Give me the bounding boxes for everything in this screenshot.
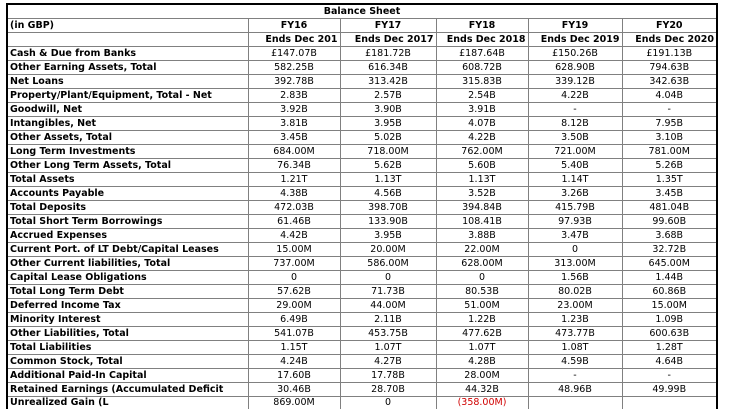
table-cell[interactable]: 28.00M <box>436 369 528 383</box>
table-cell[interactable]: 398.70B <box>340 201 436 215</box>
table-cell[interactable]: 4.22B <box>436 131 528 145</box>
table-cell[interactable]: 8.12B <box>528 117 622 131</box>
table-row <box>7 61 717 75</box>
table-cell[interactable]: 44.00M <box>340 299 436 313</box>
table-cell[interactable]: 22.00M <box>436 243 528 257</box>
table-cell[interactable]: 2.57B <box>340 89 436 103</box>
table-cell[interactable]: 628.00M <box>436 257 528 271</box>
table-cell[interactable]: - <box>622 103 717 117</box>
table-cell[interactable]: £181.72B <box>340 47 436 61</box>
table-cell[interactable]: 600.63B <box>622 327 717 341</box>
table-cell[interactable]: 3.81B <box>248 117 340 131</box>
table-cell[interactable]: 4.38B <box>248 187 340 201</box>
table-cell[interactable]: 313.00M <box>528 257 622 271</box>
row-label: Accrued Expenses <box>7 229 248 243</box>
table-row <box>7 369 717 383</box>
table-row <box>7 75 717 89</box>
table-cell[interactable]: - <box>622 369 717 383</box>
row-label: Long Term Investments <box>7 145 248 159</box>
table-cell[interactable]: 737.00M <box>248 257 340 271</box>
table-cell[interactable]: 313.42B <box>340 75 436 89</box>
table-cell[interactable]: - <box>528 369 622 383</box>
period-label-blank <box>7 33 248 47</box>
row-label: Total Liabilities <box>7 341 248 355</box>
row-label: Common Stock, Total <box>7 355 248 369</box>
table-cell[interactable]: 57.62B <box>248 285 340 299</box>
table-cell[interactable]: 0 <box>436 271 528 285</box>
table-cell[interactable]: 17.60B <box>248 369 340 383</box>
row-label: Accounts Payable <box>7 187 248 201</box>
table-cell[interactable]: 99.60B <box>622 215 717 229</box>
table-cell[interactable]: 684.00M <box>248 145 340 159</box>
table-cell[interactable]: 541.07B <box>248 327 340 341</box>
table-cell[interactable]: 4.42B <box>248 229 340 243</box>
row-label: Deferred Income Tax <box>7 299 248 313</box>
table-row <box>7 257 717 271</box>
table-cell[interactable]: 628.90B <box>528 61 622 75</box>
table-cell[interactable]: 3.52B <box>436 187 528 201</box>
table-cell[interactable]: (358.00M) <box>436 397 528 409</box>
row-label: Additional Paid-In Capital <box>7 369 248 383</box>
table-row <box>7 355 717 369</box>
table-row <box>7 187 717 201</box>
table-cell[interactable]: 15.00M <box>248 243 340 257</box>
table-cell[interactable]: 1.07T <box>436 341 528 355</box>
currency-label: (in GBP) <box>7 19 248 33</box>
row-label: Capital Lease Obligations <box>7 271 248 285</box>
table-cell[interactable]: 339.12B <box>528 75 622 89</box>
table-cell[interactable]: 5.02B <box>340 131 436 145</box>
table-cell[interactable]: 718.00M <box>340 145 436 159</box>
table-row <box>7 145 717 159</box>
table-cell[interactable]: 4.59B <box>528 355 622 369</box>
table-row <box>7 159 717 173</box>
table-cell[interactable]: £191.13B <box>622 47 717 61</box>
table-row <box>7 271 717 285</box>
table-cell[interactable]: 616.34B <box>340 61 436 75</box>
period-end-fy19: Ends Dec 2019 <box>528 33 622 47</box>
table-row <box>7 89 717 103</box>
table-cell[interactable]: 1.21T <box>248 173 340 187</box>
table-cell[interactable]: 3.90B <box>340 103 436 117</box>
table-cell[interactable]: 32.72B <box>622 243 717 257</box>
table-cell[interactable]: 28.70B <box>340 383 436 397</box>
table-cell[interactable]: 3.88B <box>436 229 528 243</box>
table-cell[interactable]: 3.47B <box>528 229 622 243</box>
table-cell[interactable]: 3.50B <box>528 131 622 145</box>
table-cell[interactable]: 108.41B <box>436 215 528 229</box>
row-label: Cash & Due from Banks <box>7 47 248 61</box>
table-cell[interactable]: 3.45B <box>248 131 340 145</box>
table-cell[interactable]: 60.86B <box>622 285 717 299</box>
table-cell[interactable]: 3.91B <box>436 103 528 117</box>
table-cell[interactable]: £150.26B <box>528 47 622 61</box>
table-cell[interactable]: 80.53B <box>436 285 528 299</box>
table-cell[interactable]: 5.62B <box>340 159 436 173</box>
table-cell[interactable]: 4.28B <box>436 355 528 369</box>
fiscal-year-header-row <box>7 19 717 33</box>
table-row-partial <box>7 397 717 409</box>
table-cell[interactable]: 1.13T <box>436 173 528 187</box>
table-cell[interactable]: 49.99B <box>622 383 717 397</box>
table-row <box>7 173 717 187</box>
table-cell[interactable]: 4.27B <box>340 355 436 369</box>
row-label: Total Assets <box>7 173 248 187</box>
table-cell[interactable]: 2.54B <box>436 89 528 103</box>
table-cell[interactable]: 1.08T <box>528 341 622 355</box>
period-end-fy20: Ends Dec 2020 <box>622 33 717 47</box>
table-cell[interactable]: 2.11B <box>340 313 436 327</box>
table-cell[interactable]: 133.90B <box>340 215 436 229</box>
table-cell[interactable]: 0 <box>528 243 622 257</box>
title-row <box>7 4 717 19</box>
column-header-fy16[interactable]: FY16 <box>248 19 340 33</box>
column-header-fy17[interactable]: FY17 <box>340 19 436 33</box>
row-label: Goodwill, Net <box>7 103 248 117</box>
column-header-fy18[interactable]: FY18 <box>436 19 528 33</box>
table-cell[interactable]: 3.92B <box>248 103 340 117</box>
table-cell[interactable]: 3.26B <box>528 187 622 201</box>
table-cell[interactable]: 5.40B <box>528 159 622 173</box>
table-cell[interactable]: 0 <box>340 271 436 285</box>
table-cell[interactable]: 473.77B <box>528 327 622 341</box>
table-cell[interactable]: 481.04B <box>622 201 717 215</box>
table-row <box>7 341 717 355</box>
table-cell[interactable]: 608.72B <box>436 61 528 75</box>
table-cell[interactable]: 4.04B <box>622 89 717 103</box>
row-label: Total Long Term Debt <box>7 285 248 299</box>
period-end-fy18: Ends Dec 2018 <box>436 33 528 47</box>
table-cell[interactable]: 20.00M <box>340 243 436 257</box>
table-cell[interactable]: 3.45B <box>622 187 717 201</box>
table-cell[interactable]: 342.63B <box>622 75 717 89</box>
row-label: Current Port. of LT Debt/Capital Leases <box>7 243 248 257</box>
column-header-fy20[interactable]: FY20 <box>622 19 717 33</box>
table-cell[interactable]: 1.28T <box>622 341 717 355</box>
table-row <box>7 215 717 229</box>
table-cell[interactable] <box>528 397 622 409</box>
table-cell[interactable]: 4.07B <box>436 117 528 131</box>
table-cell[interactable]: 80.02B <box>528 285 622 299</box>
table-row <box>7 103 717 117</box>
table-cell[interactable]: 794.63B <box>622 61 717 75</box>
row-label: Other Long Term Assets, Total <box>7 159 248 173</box>
table-cell[interactable]: 15.00M <box>622 299 717 313</box>
table-cell[interactable]: 71.73B <box>340 285 436 299</box>
table-cell[interactable]: 3.68B <box>622 229 717 243</box>
balance-sheet-table <box>6 3 718 409</box>
table-row <box>7 313 717 327</box>
table-cell[interactable]: 5.26B <box>622 159 717 173</box>
row-label: Other Earning Assets, Total <box>7 61 248 75</box>
row-label: Unrealized Gain (L <box>7 397 248 409</box>
table-cell[interactable]: 472.03B <box>248 201 340 215</box>
table-cell[interactable]: 1.44B <box>622 271 717 285</box>
table-cell[interactable]: 17.78B <box>340 369 436 383</box>
table-cell[interactable]: 762.00M <box>436 145 528 159</box>
table-cell[interactable]: 76.34B <box>248 159 340 173</box>
table-cell[interactable]: 1.56B <box>528 271 622 285</box>
sheet-title: Balance Sheet <box>7 4 717 19</box>
table-cell[interactable]: 1.14T <box>528 173 622 187</box>
table-row <box>7 201 717 215</box>
row-label: Net Loans <box>7 75 248 89</box>
table-cell[interactable]: 48.96B <box>528 383 622 397</box>
table-row <box>7 131 717 145</box>
column-header-fy19[interactable]: FY19 <box>528 19 622 33</box>
table-cell[interactable]: 394.84B <box>436 201 528 215</box>
table-cell[interactable]: 30.46B <box>248 383 340 397</box>
table-row <box>7 383 717 397</box>
period-end-fy17: Ends Dec 2017 <box>340 33 436 47</box>
table-row <box>7 243 717 257</box>
table-cell[interactable]: 2.83B <box>248 89 340 103</box>
row-label: Total Short Term Borrowings <box>7 215 248 229</box>
table-cell[interactable]: 97.93B <box>528 215 622 229</box>
table-cell[interactable]: 315.83B <box>436 75 528 89</box>
table-cell[interactable]: 29.00M <box>248 299 340 313</box>
table-row <box>7 285 717 299</box>
table-cell[interactable]: 721.00M <box>528 145 622 159</box>
table-cell[interactable]: - <box>528 103 622 117</box>
table-cell[interactable]: 3.95B <box>340 117 436 131</box>
table-cell[interactable]: 415.79B <box>528 201 622 215</box>
period-end-header-row <box>7 33 717 47</box>
table-cell[interactable]: 453.75B <box>340 327 436 341</box>
table-cell[interactable]: 1.09B <box>622 313 717 327</box>
row-label: Minority Interest <box>7 313 248 327</box>
table-row <box>7 229 717 243</box>
table-cell[interactable]: 586.00M <box>340 257 436 271</box>
table-cell[interactable]: 869.00M <box>248 397 340 409</box>
table-cell[interactable]: 645.00M <box>622 257 717 271</box>
table-cell[interactable]: 3.95B <box>340 229 436 243</box>
row-label: Total Deposits <box>7 201 248 215</box>
table-cell[interactable]: 44.32B <box>436 383 528 397</box>
table-cell[interactable]: 4.56B <box>340 187 436 201</box>
row-label: Intangibles, Net <box>7 117 248 131</box>
row-label: Other Liabilities, Total <box>7 327 248 341</box>
table-cell[interactable]: 1.15T <box>248 341 340 355</box>
table-cell[interactable]: 5.60B <box>436 159 528 173</box>
table-cell[interactable]: 477.62B <box>436 327 528 341</box>
row-label: Retained Earnings (Accumulated Deficit <box>7 383 248 397</box>
table-row <box>7 117 717 131</box>
table-cell[interactable]: 1.07T <box>340 341 436 355</box>
table-cell[interactable]: 7.95B <box>622 117 717 131</box>
table-row <box>7 47 717 61</box>
table-cell[interactable]: 1.23B <box>528 313 622 327</box>
table-cell[interactable]: 1.22B <box>436 313 528 327</box>
table-cell[interactable]: £187.64B <box>436 47 528 61</box>
table-cell[interactable]: 392.78B <box>248 75 340 89</box>
table-cell[interactable]: 23.00M <box>528 299 622 313</box>
table-cell[interactable]: 61.46B <box>248 215 340 229</box>
table-cell[interactable]: 51.00M <box>436 299 528 313</box>
table-row <box>7 299 717 313</box>
table-cell[interactable]: 4.64B <box>622 355 717 369</box>
table-cell[interactable]: £147.07B <box>248 47 340 61</box>
table-cell[interactable]: 4.24B <box>248 355 340 369</box>
table-cell[interactable] <box>622 397 717 409</box>
table-cell[interactable]: 0 <box>248 271 340 285</box>
table-cell[interactable]: 781.00M <box>622 145 717 159</box>
table-cell[interactable]: 1.35T <box>622 173 717 187</box>
table-cell[interactable]: 6.49B <box>248 313 340 327</box>
table-cell[interactable]: 0 <box>340 397 436 409</box>
period-end-fy16: Ends Dec 201 <box>248 33 340 47</box>
table-cell[interactable]: 3.10B <box>622 131 717 145</box>
row-label: Other Current liabilities, Total <box>7 257 248 271</box>
row-label: Property/Plant/Equipment, Total - Net <box>7 89 248 103</box>
table-cell[interactable]: 1.13T <box>340 173 436 187</box>
row-label: Other Assets, Total <box>7 131 248 145</box>
table-cell[interactable]: 4.22B <box>528 89 622 103</box>
table-row <box>7 327 717 341</box>
table-cell[interactable]: 582.25B <box>248 61 340 75</box>
